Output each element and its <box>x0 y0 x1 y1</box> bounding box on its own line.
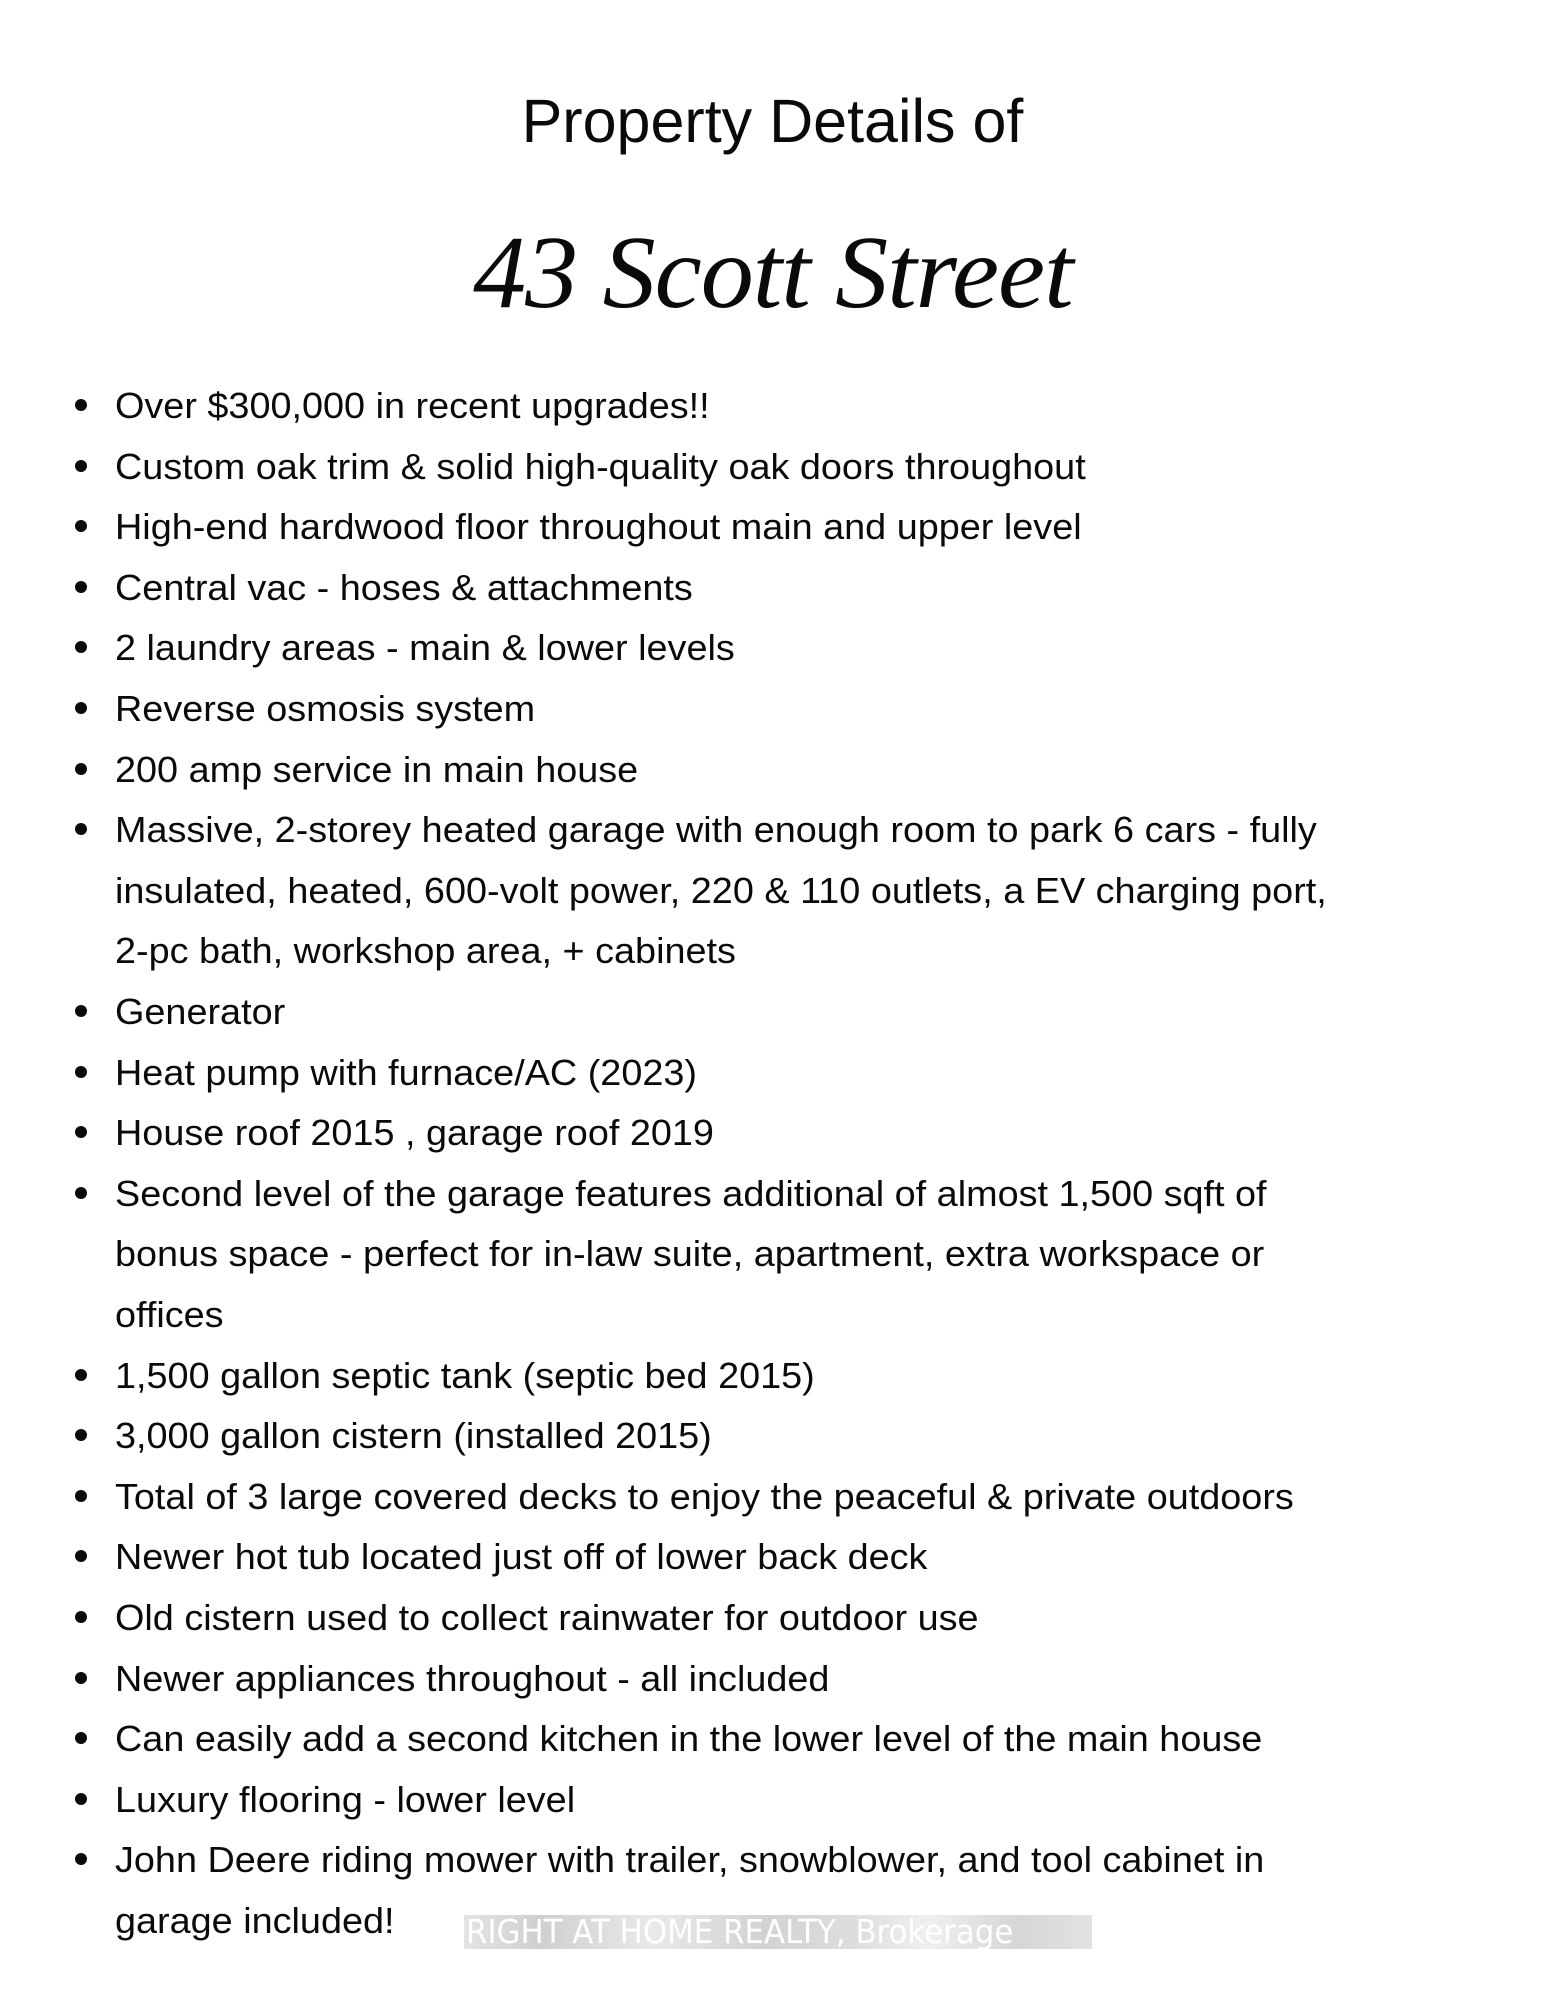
bullet-icon <box>75 763 87 775</box>
feature-item: High-end hardwood floor throughout main and upper level <box>115 506 1082 548</box>
feature-item: Massive, 2-storey heated garage with enough room to park 6 cars - fully <box>115 809 1317 851</box>
brokerage-watermark <box>464 1915 1092 1949</box>
feature-item: Newer appliances throughout - all included <box>115 1657 830 1699</box>
feature-item: Second level of the garage features additional of almost 1,500 sqft of <box>115 1172 1267 1214</box>
bullet-icon <box>75 460 87 472</box>
property-address: 43 Scott Street <box>472 215 1073 330</box>
bullet-icon <box>75 823 87 835</box>
feature-item: 1,500 gallon septic tank (septic bed 2015) <box>115 1354 815 1396</box>
feature-item: Newer hot tub located just off of lower back deck <box>115 1536 928 1578</box>
bullet-icon <box>75 702 87 714</box>
feature-item: Over $300,000 in recent upgrades!! <box>115 385 710 426</box>
feature-item: Generator <box>115 991 286 1032</box>
bullet-icon <box>75 1793 87 1805</box>
brokerage-watermark-text: RIGHT AT HOME REALTY, Brokerage <box>466 1915 1014 1949</box>
feature-item: Luxury flooring - lower level <box>115 1778 576 1820</box>
bullet-icon <box>75 520 87 532</box>
bullet-icon <box>75 1005 87 1017</box>
bullet-icon <box>75 1187 87 1199</box>
bullet-icon <box>75 1672 87 1684</box>
feature-item: Total of 3 large covered decks to enjoy the peaceful & private outdoors <box>115 1475 1294 1517</box>
bullet-icon <box>75 1732 87 1744</box>
bullet-icon <box>75 1126 87 1138</box>
page-heading: Property Details of <box>521 87 1024 155</box>
feature-item: John Deere riding mower with trailer, snowblower, and tool cabinet in <box>115 1839 1265 1881</box>
bullet-icon <box>75 1429 87 1441</box>
feature-item: House roof 2015 , garage roof 2019 <box>115 1112 714 1154</box>
feature-item-continuation: 2-pc bath, workshop area, + cabinets <box>115 930 736 972</box>
feature-item: Central vac - hoses & attachments <box>115 566 693 608</box>
feature-item-continuation: insulated, heated, 600-volt power, 220 & 110 outlets, a EV charging port, <box>115 869 1327 911</box>
bullet-icon <box>75 1066 87 1078</box>
feature-item-continuation: garage included! <box>115 1900 395 1941</box>
feature-item: Old cistern used to collect rainwater for outdoor use <box>115 1597 979 1638</box>
bullet-icon <box>75 1490 87 1502</box>
bullet-icon <box>75 1853 87 1865</box>
bullet-icon <box>75 1611 87 1623</box>
bullet-icon <box>75 581 87 593</box>
feature-item: 3,000 gallon cistern (installed 2015) <box>115 1415 712 1457</box>
feature-item: 200 amp service in main house <box>115 748 639 790</box>
bullet-icon <box>75 399 87 411</box>
feature-item: Heat pump with furnace/AC (2023) <box>115 1051 697 1093</box>
feature-item: Can easily add a second kitchen in the lower level of the main house <box>115 1718 1263 1760</box>
bullet-icon <box>75 1550 87 1562</box>
feature-item: Custom oak trim & solid high-quality oak doors throughout <box>115 445 1086 487</box>
feature-item: 2 laundry areas - main & lower levels <box>115 627 735 669</box>
bullet-icon <box>75 1369 87 1381</box>
feature-item-continuation: offices <box>115 1294 224 1335</box>
bullet-icon <box>75 641 87 653</box>
feature-item: Reverse osmosis system <box>115 688 536 729</box>
feature-item-continuation: bonus space - perfect for in-law suite, apartment, extra workspace or <box>115 1233 1265 1275</box>
